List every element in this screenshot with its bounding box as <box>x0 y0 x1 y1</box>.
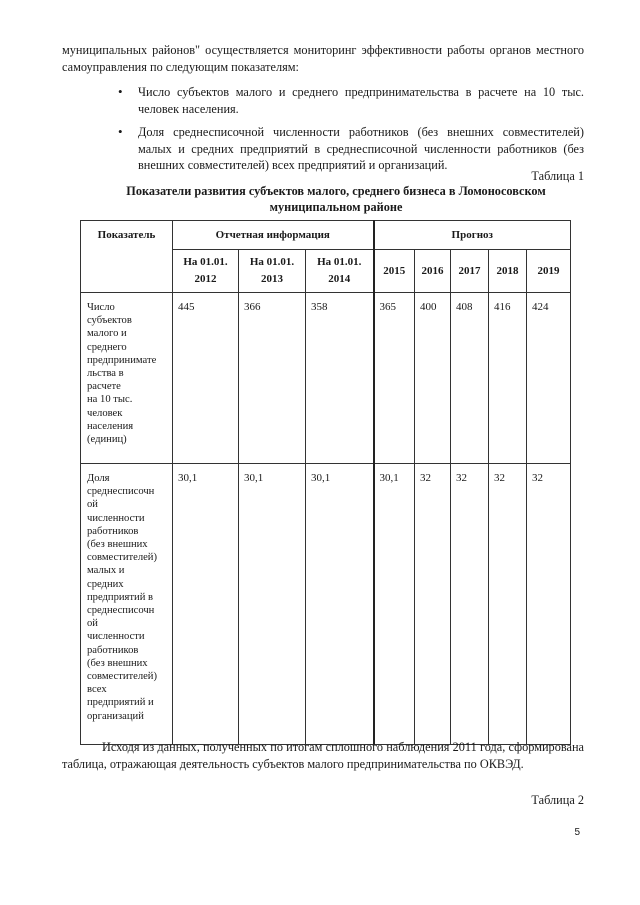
value-cell: 30,1 <box>239 464 306 745</box>
header-year-col: 2017 <box>451 250 489 293</box>
bullet-text: Доля среднесписочной численности работников (без внешних совместителей) малых и средних предприятий в среднесписочной численности работников (без внешних совместителей) всех предприятий и организаций. <box>138 125 584 172</box>
value-cell: 416 <box>489 293 527 464</box>
bullet-item <box>108 84 584 117</box>
value-cell: 358 <box>306 293 374 464</box>
value-cell: 424 <box>527 293 571 464</box>
value-cell: 30,1 <box>173 464 239 745</box>
indicators-table <box>80 220 571 745</box>
table-1-label: Таблица 1 <box>531 169 584 183</box>
header-forecast: Прогноз <box>374 221 571 250</box>
table-row <box>81 464 571 745</box>
bullet-dot-icon: • <box>118 84 123 99</box>
header-date-col: На 01.01. 2013 <box>239 250 306 293</box>
page-number: 5 <box>574 827 580 838</box>
table-row <box>81 293 571 464</box>
value-cell: 32 <box>527 464 571 745</box>
value-cell: 366 <box>239 293 306 464</box>
row-indicator-cell: Число субъектов малого и среднего предпринимате льства в расчете на 10 тыс. человек населения (единиц) <box>81 293 173 464</box>
header-year-col: 2016 <box>415 250 451 293</box>
table-1-title-line: Показатели развития субъектов малого, среднего бизнеса в Ломоносовском <box>126 184 546 198</box>
header-year-col: 2019 <box>527 250 571 293</box>
value-cell: 32 <box>451 464 489 745</box>
value-cell: 408 <box>451 293 489 464</box>
table-1-title-line: муниципальном районе <box>269 200 403 214</box>
value-cell: 30,1 <box>306 464 374 745</box>
header-reported: Отчетная информация <box>173 221 374 250</box>
table-header-row <box>81 221 571 250</box>
table-1-title <box>96 183 576 215</box>
value-cell: 32 <box>415 464 451 745</box>
header-date-col: На 01.01. 2014 <box>306 250 374 293</box>
header-year-col: 2018 <box>489 250 527 293</box>
value-cell: 30,1 <box>374 464 415 745</box>
table-2-label: Таблица 2 <box>531 793 584 807</box>
bullet-dot-icon: • <box>118 124 123 139</box>
intro-paragraph: муниципальных районов" осуществляется мониторинг эффективности работы органов местного самоуправления по следующим показателям: <box>62 43 584 74</box>
row-indicator-cell: Доля среднесписочн ой численности работников (без внешних совместителей) малых и средних предприятий в среднесписочн ой численности работников (без внешних совместителей) всех предприятий и организаций <box>81 464 173 745</box>
summary-paragraph: Исходя из данных, полученных по итогам сплошного наблюдения 2011 года, сформирована таблица, отражающая деятельность субъектов малого предпринимательства по ОКВЭД. <box>62 740 584 771</box>
indicator-bullet-list <box>108 84 584 181</box>
header-date-col: На 01.01. 2012 <box>173 250 239 293</box>
header-year-col: 2015 <box>374 250 415 293</box>
value-cell: 445 <box>173 293 239 464</box>
bullet-text: Число субъектов малого и среднего предпринимательства в расчете на 10 тыс. человек населения. <box>138 85 584 116</box>
header-indicator: Показатель <box>81 221 173 293</box>
value-cell: 32 <box>489 464 527 745</box>
value-cell: 365 <box>374 293 415 464</box>
value-cell: 400 <box>415 293 451 464</box>
bullet-item <box>108 124 584 174</box>
